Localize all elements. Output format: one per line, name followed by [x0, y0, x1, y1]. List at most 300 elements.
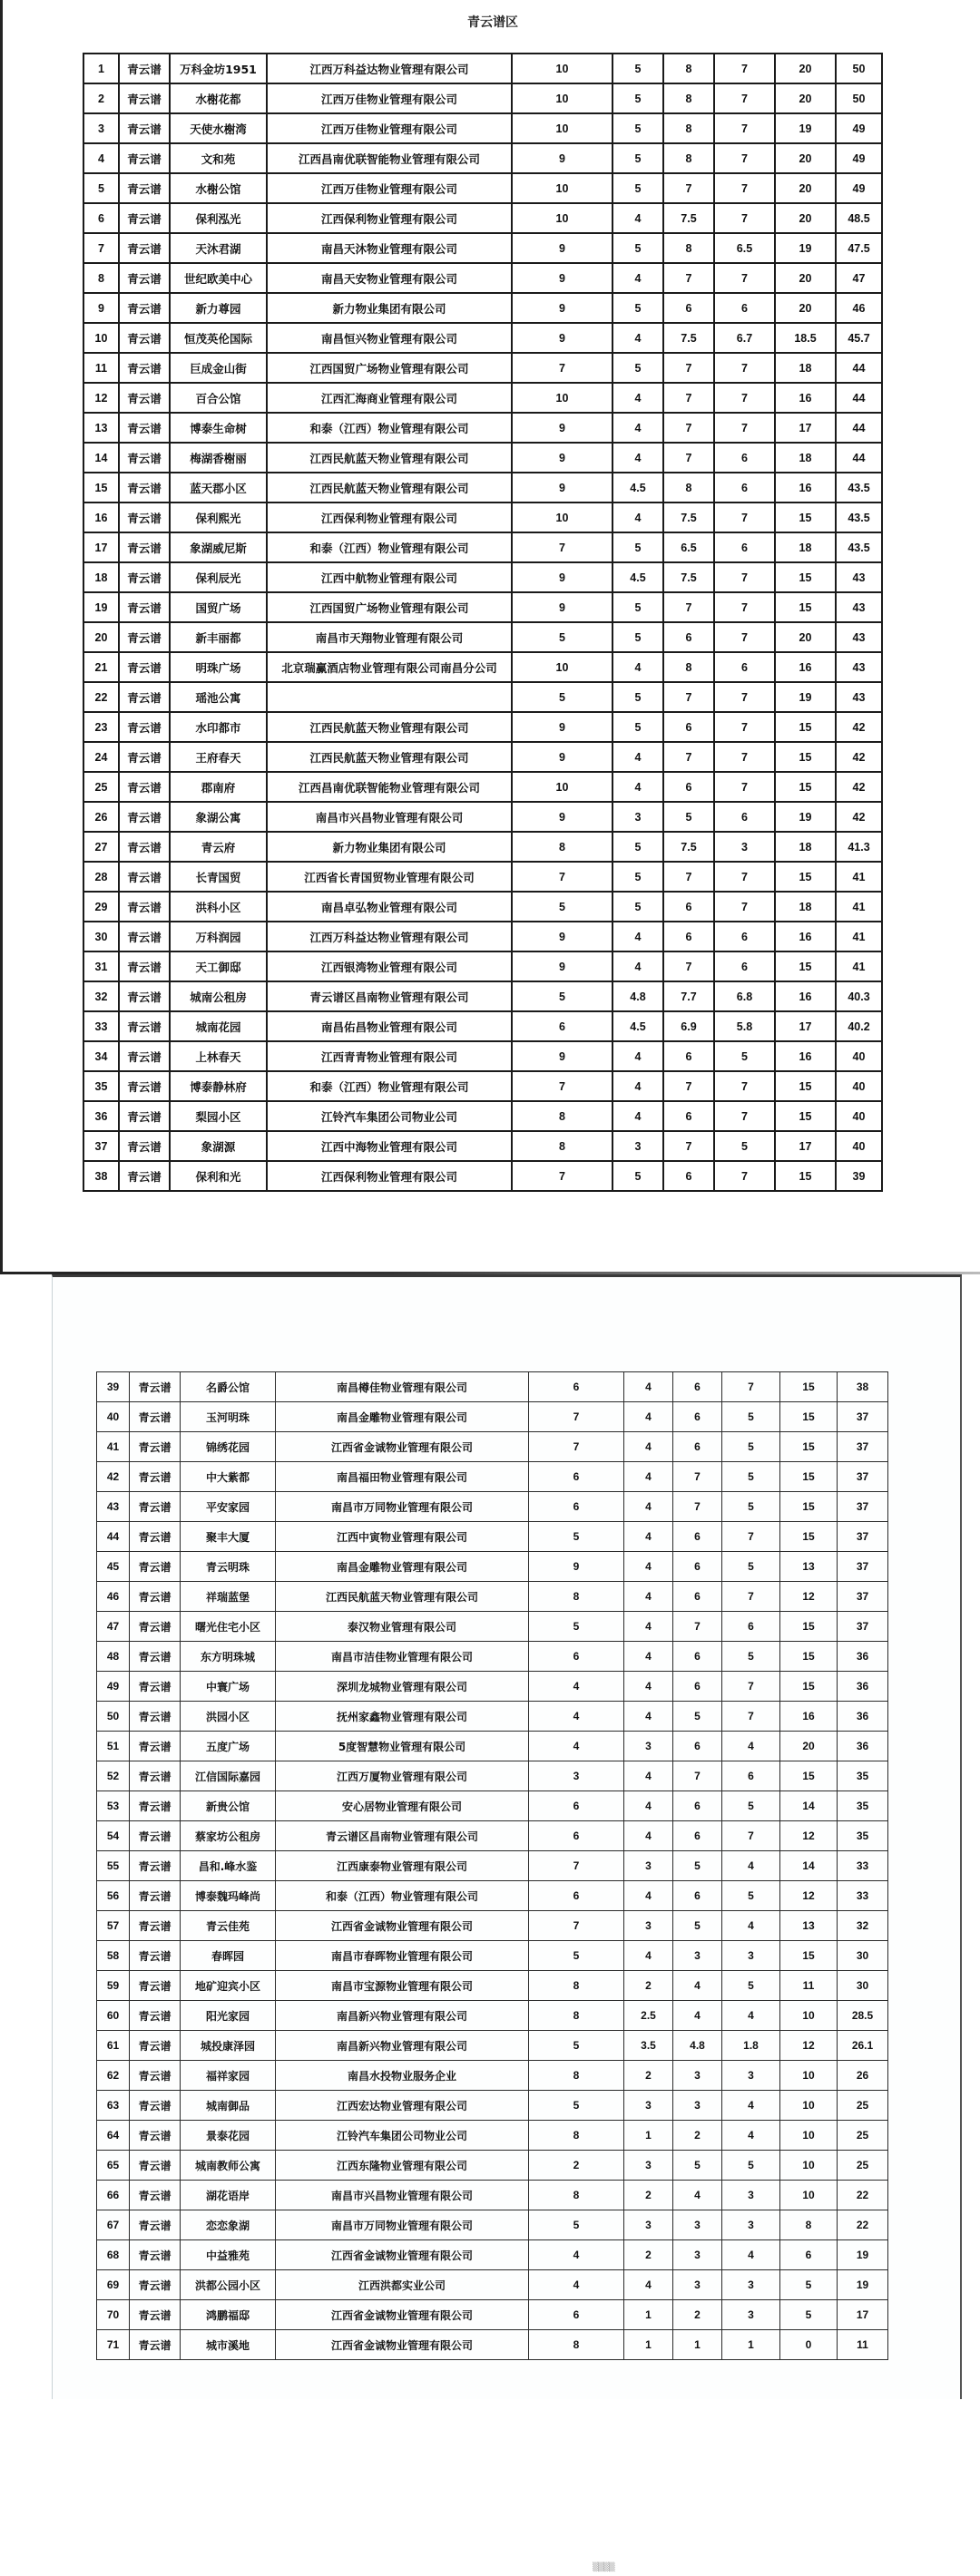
score-3: 7	[663, 413, 714, 443]
score-5: 10	[780, 2001, 838, 2031]
row-number: 69	[97, 2270, 130, 2300]
community-name: 天工御邸	[170, 951, 267, 981]
score-3: 7.7	[663, 981, 714, 1011]
community-name: 博泰魏玛峰尚	[181, 1881, 276, 1911]
score-5: 20	[775, 263, 836, 293]
score-5: 5	[780, 2270, 838, 2300]
score-2: 4	[624, 1821, 673, 1851]
score-1: 5	[512, 981, 612, 1011]
table-row	[83, 503, 882, 532]
row-number: 5	[83, 173, 119, 203]
community-name: 梨园小区	[170, 1101, 267, 1131]
community-name: 中大紫都	[181, 1462, 276, 1492]
score-5: 14	[780, 1791, 838, 1821]
score-3: 4	[673, 2181, 722, 2210]
district-cell: 青云谱	[119, 1011, 170, 1041]
community-name: 王府春天	[170, 742, 267, 772]
total-score: 42	[836, 772, 882, 802]
company-name: 江西民航蓝天物业管理有限公司	[267, 712, 512, 742]
score-1: 2	[529, 2151, 624, 2181]
district-cell: 青云谱	[119, 54, 170, 83]
score-5: 10	[780, 2181, 838, 2210]
total-score: 43.5	[836, 473, 882, 503]
score-5: 20	[775, 143, 836, 173]
score-5: 16	[775, 473, 836, 503]
score-4: 1.8	[722, 2031, 780, 2061]
total-score: 37	[838, 1492, 888, 1522]
score-3: 7	[663, 742, 714, 772]
total-score: 40.2	[836, 1011, 882, 1041]
score-1: 4	[529, 2240, 624, 2270]
row-number: 56	[97, 1881, 130, 1911]
community-name: 平安家园	[181, 1492, 276, 1522]
score-4: 7	[714, 1161, 775, 1191]
company-name: 江铃汽车集团公司物业公司	[267, 1101, 512, 1131]
company-name: 江西昌南优联智能物业管理有限公司	[267, 772, 512, 802]
score-4: 4	[722, 2121, 780, 2151]
company-name: 南昌新兴物业管理有限公司	[276, 2001, 529, 2031]
row-number: 29	[83, 892, 119, 922]
total-score: 42	[836, 742, 882, 772]
company-name: 江西民航蓝天物业管理有限公司	[267, 473, 512, 503]
total-score: 36	[838, 1732, 888, 1761]
score-5: 15	[775, 1161, 836, 1191]
row-number: 7	[83, 233, 119, 263]
district-cell: 青云谱	[119, 1071, 170, 1101]
score-1: 9	[512, 742, 612, 772]
table-row	[97, 2210, 888, 2240]
score-3: 6	[663, 1161, 714, 1191]
company-name: 江西中航物业管理有限公司	[267, 562, 512, 592]
company-name: 南昌金雕物业管理有限公司	[276, 1402, 529, 1432]
row-number: 26	[83, 802, 119, 832]
document-page-1	[0, 0, 980, 1274]
total-score: 45.7	[836, 323, 882, 353]
total-score: 36	[838, 1702, 888, 1732]
score-5: 20	[775, 173, 836, 203]
table-row	[83, 1101, 882, 1131]
score-2: 4	[612, 263, 663, 293]
company-name: 和泰（江西）物业管理有限公司	[267, 1071, 512, 1101]
score-3: 6	[673, 1642, 722, 1672]
score-3: 2	[673, 2300, 722, 2330]
community-name: 水榭公馆	[170, 173, 267, 203]
district-cell: 青云谱	[119, 532, 170, 562]
score-1: 4	[529, 1702, 624, 1732]
score-5: 10	[780, 2151, 838, 2181]
score-4: 7	[714, 353, 775, 383]
community-name: 青云佳苑	[181, 1911, 276, 1941]
table-row	[97, 1881, 888, 1911]
district-cell: 青云谱	[119, 203, 170, 233]
score-5: 15	[780, 1432, 838, 1462]
community-name: 象湖源	[170, 1131, 267, 1161]
score-2: 4	[612, 1041, 663, 1071]
score-5: 17	[775, 1131, 836, 1161]
score-2: 4.8	[612, 981, 663, 1011]
row-number: 18	[83, 562, 119, 592]
total-score: 35	[838, 1761, 888, 1791]
score-3: 6.9	[663, 1011, 714, 1041]
score-5: 12	[780, 2031, 838, 2061]
row-number: 71	[97, 2330, 130, 2360]
community-name: 瑶池公寓	[170, 682, 267, 712]
table-row	[83, 951, 882, 981]
score-2: 4	[612, 652, 663, 682]
score-1: 10	[512, 54, 612, 83]
ranking-table-page-2	[96, 1371, 888, 2360]
table-row	[83, 1041, 882, 1071]
community-name: 巨成金山街	[170, 353, 267, 383]
district-cell: 青云谱	[119, 83, 170, 113]
community-name: 蔡家坊公租房	[181, 1821, 276, 1851]
score-1: 6	[529, 1821, 624, 1851]
total-score: 32	[838, 1911, 888, 1941]
company-name: 江铃汽车集团公司物业公司	[276, 2121, 529, 2151]
score-3: 3	[673, 1941, 722, 1971]
score-2: 3	[624, 2210, 673, 2240]
score-1: 9	[512, 323, 612, 353]
total-score: 38	[838, 1372, 888, 1402]
score-3: 6	[663, 293, 714, 323]
total-score: 25	[838, 2091, 888, 2121]
page-title: 青云谱区	[467, 15, 518, 30]
row-number: 60	[97, 2001, 130, 2031]
score-1: 10	[512, 772, 612, 802]
district-cell: 青云谱	[119, 562, 170, 592]
community-name: 中益雅苑	[181, 2240, 276, 2270]
company-name: 南昌市春晖物业管理有限公司	[276, 1941, 529, 1971]
score-5: 10	[780, 2091, 838, 2121]
score-5: 16	[775, 383, 836, 413]
score-2: 4	[624, 1881, 673, 1911]
table-row	[97, 1432, 888, 1462]
score-1: 8	[529, 1582, 624, 1612]
table-row	[83, 922, 882, 951]
district-cell: 青云谱	[119, 473, 170, 503]
score-3: 6	[663, 622, 714, 652]
score-1: 9	[512, 233, 612, 263]
score-2: 4	[612, 922, 663, 951]
table-row	[83, 742, 882, 772]
score-4: 3	[722, 2181, 780, 2210]
company-name: 南昌新兴物业管理有限公司	[276, 2031, 529, 2061]
table-row	[97, 2151, 888, 2181]
company-name: 江西民航蓝天物业管理有限公司	[267, 742, 512, 772]
score-3: 7	[663, 383, 714, 413]
company-name: 南昌市洁佳物业管理有限公司	[276, 1642, 529, 1672]
community-name: 昌和.峰水鉴	[181, 1851, 276, 1881]
score-1: 9	[529, 1552, 624, 1582]
company-name: 新力物业集团有限公司	[267, 832, 512, 862]
total-score: 37	[838, 1462, 888, 1492]
score-2: 4	[612, 203, 663, 233]
total-score: 35	[838, 1821, 888, 1851]
community-name: 锦绣花园	[181, 1432, 276, 1462]
total-score: 43	[836, 682, 882, 712]
score-4: 6	[722, 1612, 780, 1642]
score-3: 8	[663, 652, 714, 682]
score-5: 15	[775, 772, 836, 802]
table-row	[97, 1761, 888, 1791]
company-name: 江西万科益达物业管理有限公司	[267, 54, 512, 83]
company-name: 和泰（江西）物业管理有限公司	[267, 413, 512, 443]
company-name: 江西省金诚物业管理有限公司	[276, 1911, 529, 1941]
score-2: 4	[624, 1552, 673, 1582]
score-5: 19	[775, 233, 836, 263]
row-number: 30	[83, 922, 119, 951]
score-2: 1	[624, 2330, 673, 2360]
district-cell: 青云谱	[119, 1041, 170, 1071]
score-2: 5	[612, 143, 663, 173]
total-score: 41.3	[836, 832, 882, 862]
score-5: 8	[780, 2210, 838, 2240]
table-row	[83, 652, 882, 682]
score-2: 5	[612, 622, 663, 652]
community-name: 曙光住宅小区	[181, 1612, 276, 1642]
score-2: 2	[624, 2181, 673, 2210]
table-row	[83, 802, 882, 832]
score-1: 6	[529, 1881, 624, 1911]
community-name: 阳光家园	[181, 2001, 276, 2031]
company-name: 新力物业集团有限公司	[267, 293, 512, 323]
row-number: 58	[97, 1941, 130, 1971]
total-score: 25	[838, 2151, 888, 2181]
company-name: 深圳龙城物业管理有限公司	[276, 1672, 529, 1702]
district-cell: 青云谱	[130, 1372, 181, 1402]
row-number: 39	[97, 1372, 130, 1402]
score-4: 6	[714, 473, 775, 503]
score-2: 4	[624, 1702, 673, 1732]
table-row	[83, 173, 882, 203]
score-3: 6	[673, 1372, 722, 1402]
score-3: 7	[663, 682, 714, 712]
row-number: 27	[83, 832, 119, 862]
score-5: 18	[775, 532, 836, 562]
district-cell: 青云谱	[130, 1462, 181, 1492]
score-5: 13	[780, 1552, 838, 1582]
total-score: 44	[836, 383, 882, 413]
score-2: 2	[624, 2240, 673, 2270]
total-score: 36	[838, 1672, 888, 1702]
score-1: 3	[529, 1761, 624, 1791]
district-cell: 青云谱	[119, 682, 170, 712]
score-1: 6	[529, 2300, 624, 2330]
district-cell: 青云谱	[130, 1971, 181, 2001]
score-2: 1	[624, 2300, 673, 2330]
community-name: 聚丰大厦	[181, 1522, 276, 1552]
row-number: 38	[83, 1161, 119, 1191]
score-2: 4	[624, 1791, 673, 1821]
total-score: 44	[836, 353, 882, 383]
score-3: 6	[663, 922, 714, 951]
total-score: 22	[838, 2181, 888, 2210]
district-cell: 青云谱	[119, 892, 170, 922]
company-name: 江西万科益达物业管理有限公司	[267, 922, 512, 951]
score-1: 5	[529, 2031, 624, 2061]
district-cell: 青云谱	[119, 113, 170, 143]
score-4: 3	[722, 2210, 780, 2240]
table-row	[97, 1492, 888, 1522]
district-cell: 青云谱	[119, 1101, 170, 1131]
score-4: 6	[714, 802, 775, 832]
company-name: 和泰（江西）物业管理有限公司	[267, 532, 512, 562]
score-3: 1	[673, 2330, 722, 2360]
district-cell: 青云谱	[130, 2210, 181, 2240]
score-1: 6	[512, 1011, 612, 1041]
community-name: 保利泓光	[170, 203, 267, 233]
company-name: 江西保利物业管理有限公司	[267, 1161, 512, 1191]
score-3: 8	[663, 113, 714, 143]
score-3: 6	[673, 1732, 722, 1761]
district-cell: 青云谱	[130, 2240, 181, 2270]
score-4: 7	[722, 1522, 780, 1552]
score-1: 7	[529, 1402, 624, 1432]
total-score: 49	[836, 173, 882, 203]
score-4: 6	[714, 532, 775, 562]
total-score: 19	[838, 2240, 888, 2270]
row-number: 33	[83, 1011, 119, 1041]
score-3: 6	[673, 1791, 722, 1821]
community-name: 城南教师公寓	[181, 2151, 276, 2181]
score-4: 7	[714, 113, 775, 143]
score-1: 8	[529, 2121, 624, 2151]
community-name: 洪都公园小区	[181, 2270, 276, 2300]
score-4: 5	[722, 1462, 780, 1492]
score-2: 4	[612, 503, 663, 532]
score-5: 15	[780, 1522, 838, 1552]
row-number: 62	[97, 2061, 130, 2091]
district-cell: 青云谱	[119, 922, 170, 951]
district-cell: 青云谱	[119, 1131, 170, 1161]
total-score: 47.5	[836, 233, 882, 263]
company-name: 青云谱区昌南物业管理有限公司	[276, 1821, 529, 1851]
community-name: 梅湖香榭丽	[170, 443, 267, 473]
score-3: 7	[663, 353, 714, 383]
table-row	[83, 622, 882, 652]
district-cell: 青云谱	[119, 503, 170, 532]
community-name: 国贸广场	[170, 592, 267, 622]
table-row	[97, 1911, 888, 1941]
score-2: 4	[624, 1941, 673, 1971]
district-cell: 青云谱	[130, 1432, 181, 1462]
table-row	[97, 2240, 888, 2270]
company-name: 南昌天沐物业管理有限公司	[267, 233, 512, 263]
row-number: 23	[83, 712, 119, 742]
table-row	[83, 1161, 882, 1191]
row-number: 1	[83, 54, 119, 83]
district-cell: 青云谱	[130, 1552, 181, 1582]
score-4: 7	[714, 203, 775, 233]
table-row	[83, 353, 882, 383]
district-cell: 青云谱	[130, 2121, 181, 2151]
community-name: 博泰静林府	[170, 1071, 267, 1101]
table-row	[83, 1011, 882, 1041]
company-name: 江西青青物业管理有限公司	[267, 1041, 512, 1071]
table-row	[97, 1851, 888, 1881]
district-cell: 青云谱	[119, 323, 170, 353]
score-1: 10	[512, 383, 612, 413]
community-name: 城市溪地	[181, 2330, 276, 2360]
row-number: 51	[97, 1732, 130, 1761]
score-3: 3	[673, 2210, 722, 2240]
score-5: 15	[775, 1101, 836, 1131]
score-5: 15	[780, 1492, 838, 1522]
total-score: 33	[838, 1851, 888, 1881]
total-score: 41	[836, 862, 882, 892]
community-name: 恒茂英伦国际	[170, 323, 267, 353]
score-1: 7	[512, 1071, 612, 1101]
row-number: 8	[83, 263, 119, 293]
score-1: 8	[529, 2181, 624, 2210]
total-score: 26.1	[838, 2031, 888, 2061]
score-2: 2.5	[624, 2001, 673, 2031]
score-3: 6	[663, 712, 714, 742]
total-score: 41	[836, 922, 882, 951]
row-number: 34	[83, 1041, 119, 1071]
company-name: 南昌卓弘物业管理有限公司	[267, 892, 512, 922]
company-name: 江西民航蓝天物业管理有限公司	[276, 1582, 529, 1612]
score-5: 0	[780, 2330, 838, 2360]
row-number: 32	[83, 981, 119, 1011]
table-row	[83, 832, 882, 862]
score-3: 5	[673, 1702, 722, 1732]
score-5: 20	[775, 622, 836, 652]
row-number: 48	[97, 1642, 130, 1672]
community-name: 湖花语岸	[181, 2181, 276, 2210]
score-3: 2	[673, 2121, 722, 2151]
score-1: 5	[529, 2210, 624, 2240]
district-cell: 青云谱	[130, 1821, 181, 1851]
table-row	[97, 2121, 888, 2151]
row-number: 42	[97, 1462, 130, 1492]
row-number: 3	[83, 113, 119, 143]
score-4: 5	[722, 1642, 780, 1672]
score-1: 9	[512, 712, 612, 742]
row-number: 11	[83, 353, 119, 383]
community-name: 天使水榭湾	[170, 113, 267, 143]
score-3: 7.5	[663, 203, 714, 233]
district-cell: 青云谱	[130, 1941, 181, 1971]
district-cell: 青云谱	[119, 1161, 170, 1191]
company-name: 南昌市万同物业管理有限公司	[276, 1492, 529, 1522]
row-number: 44	[97, 1522, 130, 1552]
score-3: 8	[663, 83, 714, 113]
community-name: 城南花园	[170, 1011, 267, 1041]
score-2: 4	[624, 2270, 673, 2300]
score-5: 13	[780, 1911, 838, 1941]
row-number: 47	[97, 1612, 130, 1642]
score-2: 4	[612, 1101, 663, 1131]
total-score: 46	[836, 293, 882, 323]
total-score: 22	[838, 2210, 888, 2240]
score-3: 4	[673, 2001, 722, 2031]
score-5: 10	[780, 2061, 838, 2091]
row-number: 36	[83, 1101, 119, 1131]
table-row	[97, 2091, 888, 2121]
score-2: 3.5	[624, 2031, 673, 2061]
total-score: 40.3	[836, 981, 882, 1011]
community-name: 春晖园	[181, 1941, 276, 1971]
score-3: 7	[673, 1492, 722, 1522]
score-1: 10	[512, 503, 612, 532]
company-name: 南昌天安物业管理有限公司	[267, 263, 512, 293]
row-number: 4	[83, 143, 119, 173]
company-name: 青云谱区昌南物业管理有限公司	[267, 981, 512, 1011]
score-4: 4	[722, 2001, 780, 2031]
table-row	[97, 2270, 888, 2300]
community-name: 新贵公馆	[181, 1791, 276, 1821]
